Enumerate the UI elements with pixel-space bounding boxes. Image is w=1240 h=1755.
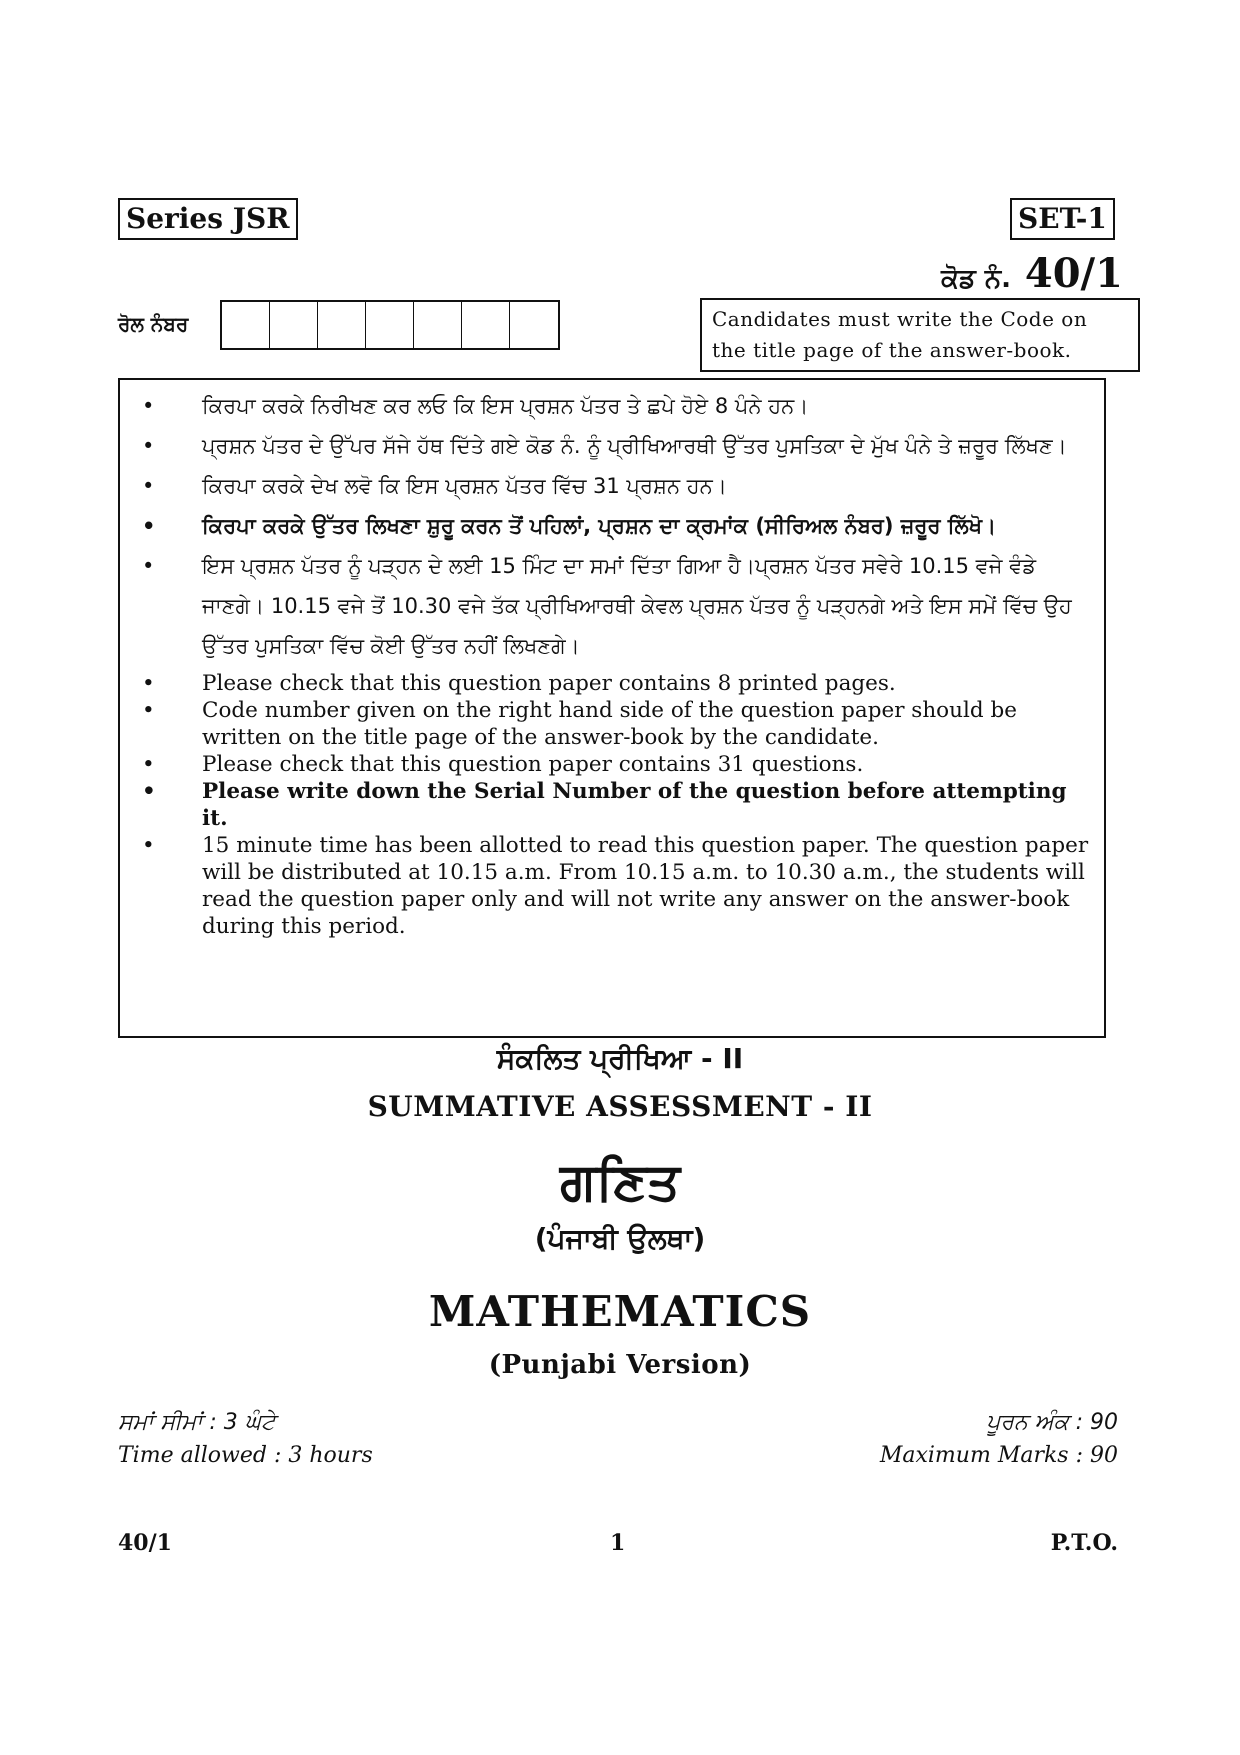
- footer-code: 40/1: [118, 1530, 172, 1556]
- maximum-marks-english: Maximum Marks : 90: [879, 1443, 1118, 1468]
- footer-pto: P.T.O.: [1050, 1530, 1118, 1556]
- roll-number-cell: [222, 302, 270, 348]
- list-item: • Please check that this question paper contains 8 printed pages.: [130, 670, 1092, 697]
- maximum-marks-punjabi: ਪੂਰਨ ਅੰਕ : 90: [986, 1410, 1118, 1435]
- code-note-box: Candidates must write the Code on the title page of the answer-book.: [700, 298, 1140, 372]
- roll-number-cell: [270, 302, 318, 348]
- list-item: • Please check that this question paper contains 31 questions.: [130, 751, 1092, 778]
- list-item: • Code number given on the right hand side of the question paper should be written on the title page of the answer-book by the candidate.: [130, 697, 1092, 751]
- instructions-english: [130, 670, 1092, 940]
- time-allowed-english: Time allowed : 3 hours: [118, 1443, 373, 1468]
- roll-number-cell: [318, 302, 366, 348]
- subject-title-punjabi: ਗਣਿਤ: [559, 1152, 681, 1212]
- roll-number-cell: [414, 302, 462, 348]
- set-label: SET-1: [1010, 198, 1115, 240]
- list-item: • ਕਿਰਪਾ ਕਰਕੇ ਨਿਰੀਖਣ ਕਰ ਲਓ ਕਿ ਇਸ ਪ੍ਰਸ਼ਨ ਪੱਤਰ ਤੇ ਛਪੇ ਹੋਏ 8 ਪੰਨੇ ਹਨ।: [130, 386, 1092, 426]
- code-number: [941, 250, 1123, 297]
- code-label: ਕੋਡ ਨੰ.: [941, 264, 1011, 294]
- list-item: • ਇਸ ਪ੍ਰਸ਼ਨ ਪੱਤਰ ਨੂੰ ਪੜ੍ਹਨ ਦੇ ਲਈ 15 ਮਿੰਟ ਦਾ ਸਮਾਂ ਦਿੱਤਾ ਗਿਆ ਹੈ।ਪ੍ਰਸ਼ਨ ਪੱਤਰ ਸਵੇਰੇ 10.15 ਵਜੇ ਵੰਡੇ ਜਾਣਗੇ। 10.15 ਵਜੇ ਤੋਂ 10.30 ਵਜੇ ਤੱਕ ਪ੍ਰੀਖਿਆਰਥੀ ਕੇਵਲ ਪ੍ਰਸ਼ਨ ਪੱਤਰ ਨੂੰ ਪੜ੍ਹਨਗੇ ਅਤੇ ਇਸ ਸਮੇਂ ਵਿੱਚ ਉਹ ਉੱਤਰ ਪੁਸਤਿਕਾ ਵਿੱਚ ਕੋਈ ਉੱਤਰ ਨਹੀਂ ਲਿਖਣਗੇ।: [130, 546, 1092, 666]
- version-punjabi: (ਪੰਜਾਬੀ ਉਲਥਾ): [534, 1222, 706, 1255]
- list-item: • Please write down the Serial Number of the question before attempting it.: [130, 778, 1092, 832]
- roll-number-boxes: [220, 300, 560, 350]
- roll-number-cell: [462, 302, 510, 348]
- assessment-title-english: SUMMATIVE ASSESSMENT - II: [367, 1090, 873, 1123]
- roll-number-cell: [366, 302, 414, 348]
- page-number: 1: [610, 1530, 626, 1556]
- list-item: • ਪ੍ਰਸ਼ਨ ਪੱਤਰ ਦੇ ਉੱਪਰ ਸੱਜੇ ਹੱਥ ਦਿੱਤੇ ਗਏ ਕੋਡ ਨੰ. ਨੂੰ ਪ੍ਰੀਖਿਆਰਥੀ ਉੱਤਰ ਪੁਸਤਿਕਾ ਦੇ ਮੁੱਖ ਪੰਨੇ ਤੇ ਜ਼ਰੂਰ ਲਿੱਖਣ।: [130, 426, 1092, 466]
- roll-number-cell: [510, 302, 558, 348]
- roll-number-label: ਰੋਲ ਨੰਬਰ: [118, 312, 189, 336]
- version-english: (Punjabi Version): [488, 1350, 752, 1380]
- instructions-punjabi: [130, 386, 1092, 666]
- list-item: • ਕਿਰਪਾ ਕਰਕੇ ਉੱਤਰ ਲਿਖਣਾ ਸ਼ੁਰੂ ਕਰਨ ਤੋਂ ਪਹਿਲਾਂ, ਪ੍ਰਸ਼ਨ ਦਾ ਕ੍ਰਮਾਂਕ (ਸੀਰਿਅਲ ਨੰਬਰ) ਜ਼ਰੂਰ ਲਿੱਖੋ।: [130, 506, 1092, 546]
- time-allowed-punjabi: ਸਮਾਂ ਸੀਮਾਂ : 3 ਘੰਟੇ: [118, 1410, 276, 1435]
- assessment-title-punjabi: ਸੰਕਲਿਤ ਪ੍ਰੀਖਿਆ - II: [496, 1042, 744, 1075]
- list-item: • 15 minute time has been allotted to read this question paper. The question paper will be distributed at 10.15 a.m. From 10.15 a.m. to 10.30 a.m., the students will read the question paper only and will not write any answer on the answer-book during this period.: [130, 832, 1092, 940]
- code-value: 40/1: [1024, 250, 1123, 297]
- subject-title-english: MATHEMATICS: [428, 1287, 812, 1336]
- list-item: • ਕਿਰਪਾ ਕਰਕੇ ਦੇਖ ਲਵੋ ਕਿ ਇਸ ਪ੍ਰਸ਼ਨ ਪੱਤਰ ਵਿੱਚ 31 ਪ੍ਰਸ਼ਨ ਹਨ।: [130, 466, 1092, 506]
- instructions-box: [118, 378, 1106, 1038]
- series-label: Series JSR: [118, 198, 298, 240]
